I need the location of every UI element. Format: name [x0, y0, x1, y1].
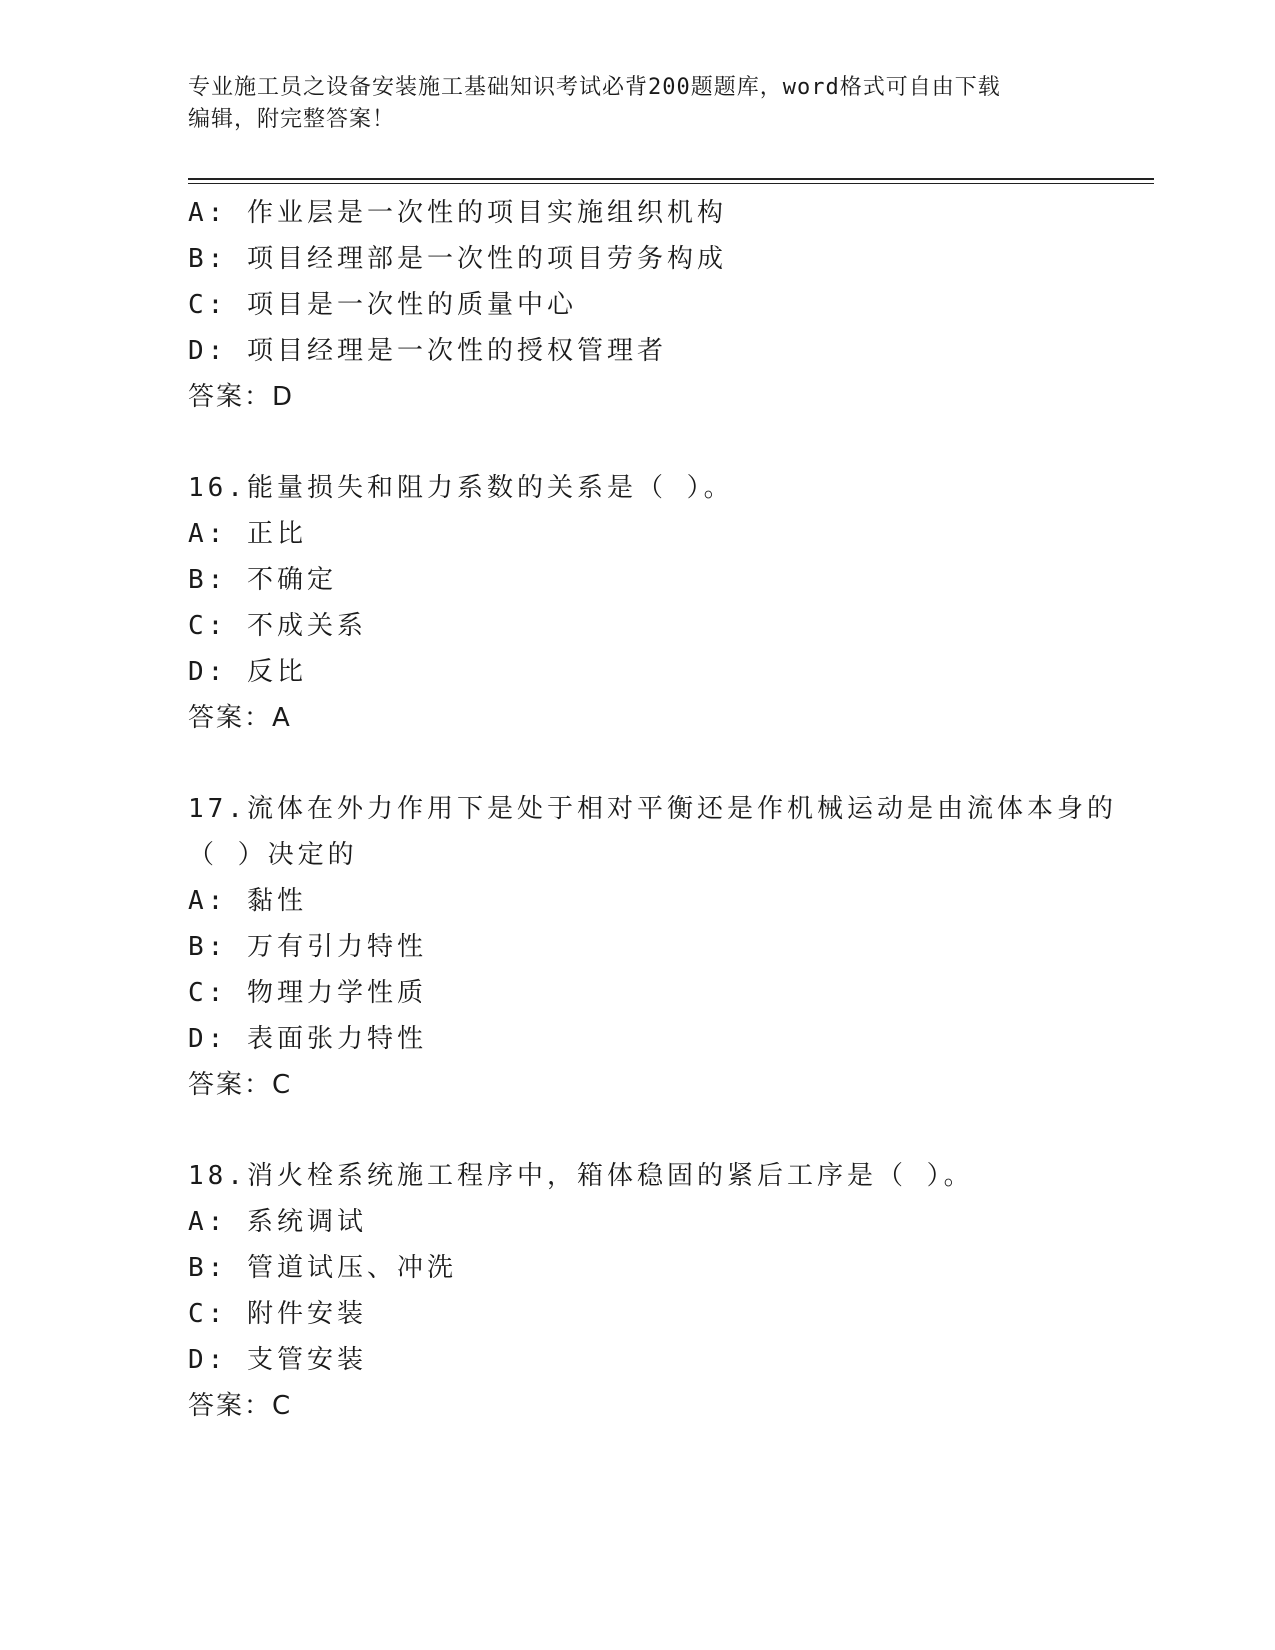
option-b: B: 不确定: [188, 565, 337, 595]
question-block-16: [188, 465, 1128, 741]
option-d: D: 支管安装: [188, 1345, 367, 1375]
option-b: B: 万有引力特性: [188, 932, 427, 962]
answer-label: 答案：C: [188, 1391, 293, 1421]
option-d: D: 项目经理是一次性的授权管理者: [188, 336, 667, 366]
question-block-18: [188, 1153, 1128, 1429]
spacer: [188, 741, 1128, 786]
option-d: D: 表面张力特性: [188, 1024, 427, 1054]
answer-label: 答案：D: [188, 382, 295, 412]
answer-label: 答案：A: [188, 703, 292, 733]
option-b: B: 管道试压、冲洗: [188, 1253, 457, 1283]
header-line-2: 编辑，附完整答案！: [188, 107, 396, 132]
option-c: C: 物理力学性质: [188, 978, 427, 1008]
spacer: [188, 1108, 1128, 1153]
answer-label: 答案：C: [188, 1070, 293, 1100]
option-b: B: 项目经理部是一次性的项目劳务构成: [188, 244, 727, 274]
option-a: A: 系统调试: [188, 1207, 367, 1237]
option-a: A: 作业层是一次性的项目实施组织机构: [188, 198, 727, 228]
question-text: 16.能量损失和阻力系数的关系是（ ）。: [188, 473, 734, 503]
option-d: D: 反比: [188, 657, 307, 687]
header-divider-thin: [188, 183, 1154, 184]
option-c: C: 项目是一次性的质量中心: [188, 290, 577, 320]
question-text-line-2: （ ）决定的: [188, 840, 358, 870]
header-line-1: 专业施工员之设备安装施工基础知识考试必背200题题库，word格式可自由下载: [188, 75, 1001, 100]
header-divider-thick: [188, 178, 1154, 180]
question-block-15: [188, 190, 1128, 420]
spacer: [188, 420, 1128, 465]
option-a: A: 黏性: [188, 886, 307, 916]
question-text: 18.消火栓系统施工程序中，箱体稳固的紧后工序是（ ）。: [188, 1161, 974, 1191]
option-c: C: 附件安装: [188, 1299, 367, 1329]
question-list: [188, 190, 1128, 1429]
option-a: A: 正比: [188, 519, 307, 549]
question-block-17: [188, 786, 1128, 1108]
document-header: [188, 72, 1068, 136]
question-text-line-1: 17.流体在外力作用下是处于相对平衡还是作机械运动是由流体本身的: [188, 794, 1117, 824]
option-c: C: 不成关系: [188, 611, 367, 641]
